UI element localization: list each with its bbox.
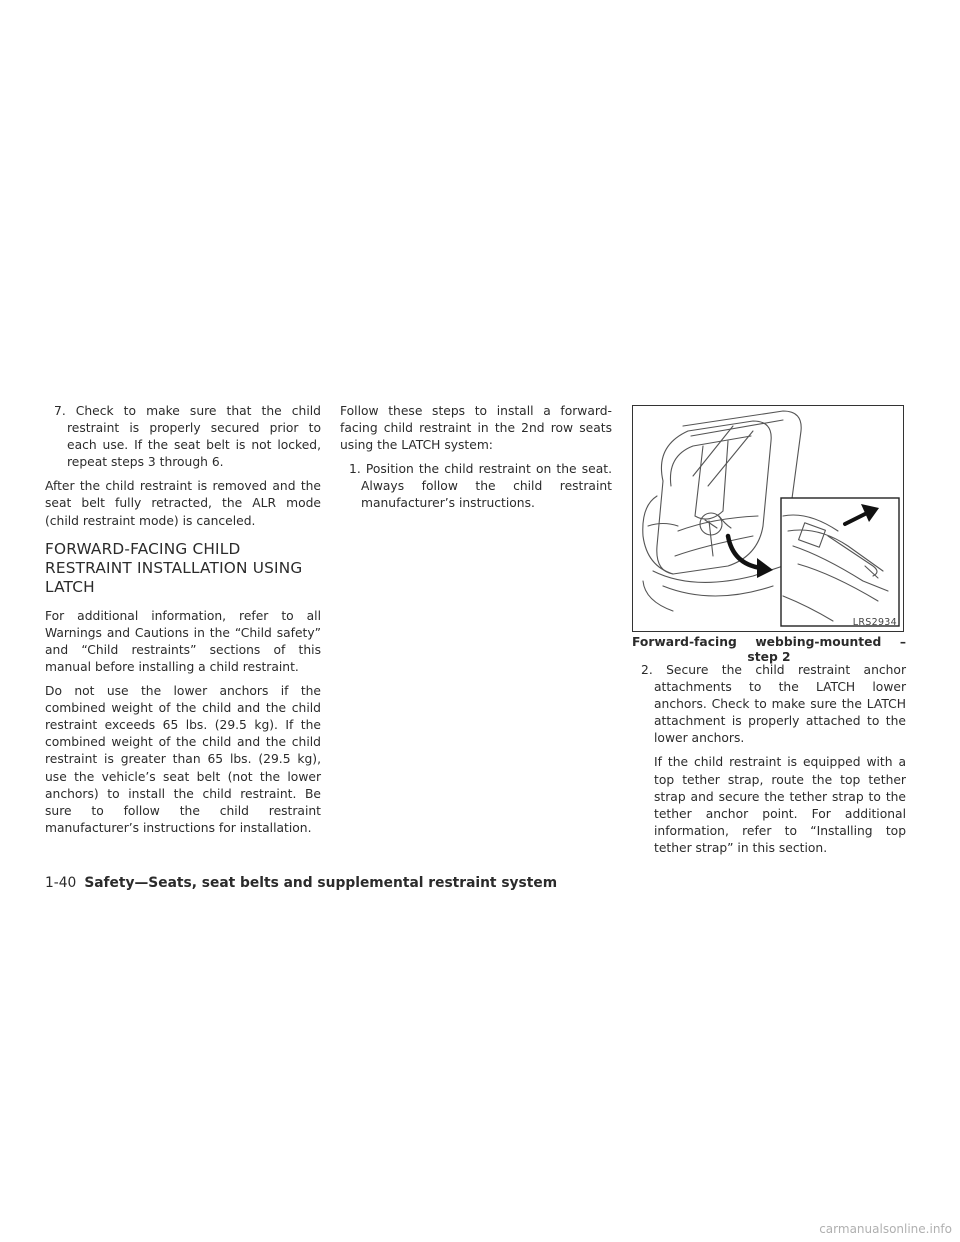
child-seat-drawing xyxy=(633,406,903,631)
info-paragraph: For additional information, refer to all Warnings and Cautions in the “Child safety” and “Child restraints” sections of this manual before installing a child restraint. xyxy=(45,608,321,674)
figure-code: LRS2934 xyxy=(852,617,897,628)
caption-line-2: step 2 xyxy=(747,650,791,664)
step-2-continued: If the child restraint is equipped with a top tether strap, route the top tether strap and secure the tether strap to the tether anchor point. For additional information, refer to “Installing top tether strap” in this section. xyxy=(654,755,906,855)
child-seat-illustration xyxy=(632,405,904,632)
chapter-title: Safety—Seats, seat belts and supplemental restraint system xyxy=(84,875,558,891)
caption-line-1: Forward-facing webbing-mounted – xyxy=(632,635,906,649)
page-number: 1-40 xyxy=(45,875,77,891)
middle-column xyxy=(340,403,612,520)
right-column xyxy=(632,662,906,857)
lower-anchors-paragraph: Do not use the lower anchors if the combined weight of the child and the child restraint exceeds 65 lbs. (29.5 kg). If the combined weight of the child and the child restraint is greater than 65 lbs. (29.5 kg), use the vehicle’s seat belt (not the lower anchors) to install the child restraint. Be sure to follow the child restraint manufacturer’s instructions for installation. xyxy=(45,684,321,835)
step-1: 1. Position the child restraint on the seat. Always follow the child restraint manufacturer’s instructions. xyxy=(349,462,612,511)
left-column xyxy=(45,403,321,844)
watermark: carmanualsonline.info xyxy=(819,1222,952,1236)
alr-paragraph: After the child restraint is removed and the seat belt fully retracted, the ALR mode (child restraint mode) is canceled. xyxy=(45,479,321,528)
step-7: 7. Check to make sure that the child restraint is properly secured prior to each use. If the seat belt is not locked, repeat steps 3 through 6. xyxy=(54,404,321,470)
intro-paragraph: Follow these steps to install a forward-facing child restraint in the 2nd row seats using the LATCH system: xyxy=(340,404,612,453)
section-heading: FORWARD-FACING CHILD RESTRAINT INSTALLATION USING LATCH xyxy=(45,539,303,596)
page-footer xyxy=(45,875,557,891)
step-2: 2. Secure the child restraint anchor attachments to the LATCH lower anchors. Check to make sure the LATCH attachment is properly attached to the lower anchors. xyxy=(641,663,906,746)
figure-caption xyxy=(632,635,906,665)
